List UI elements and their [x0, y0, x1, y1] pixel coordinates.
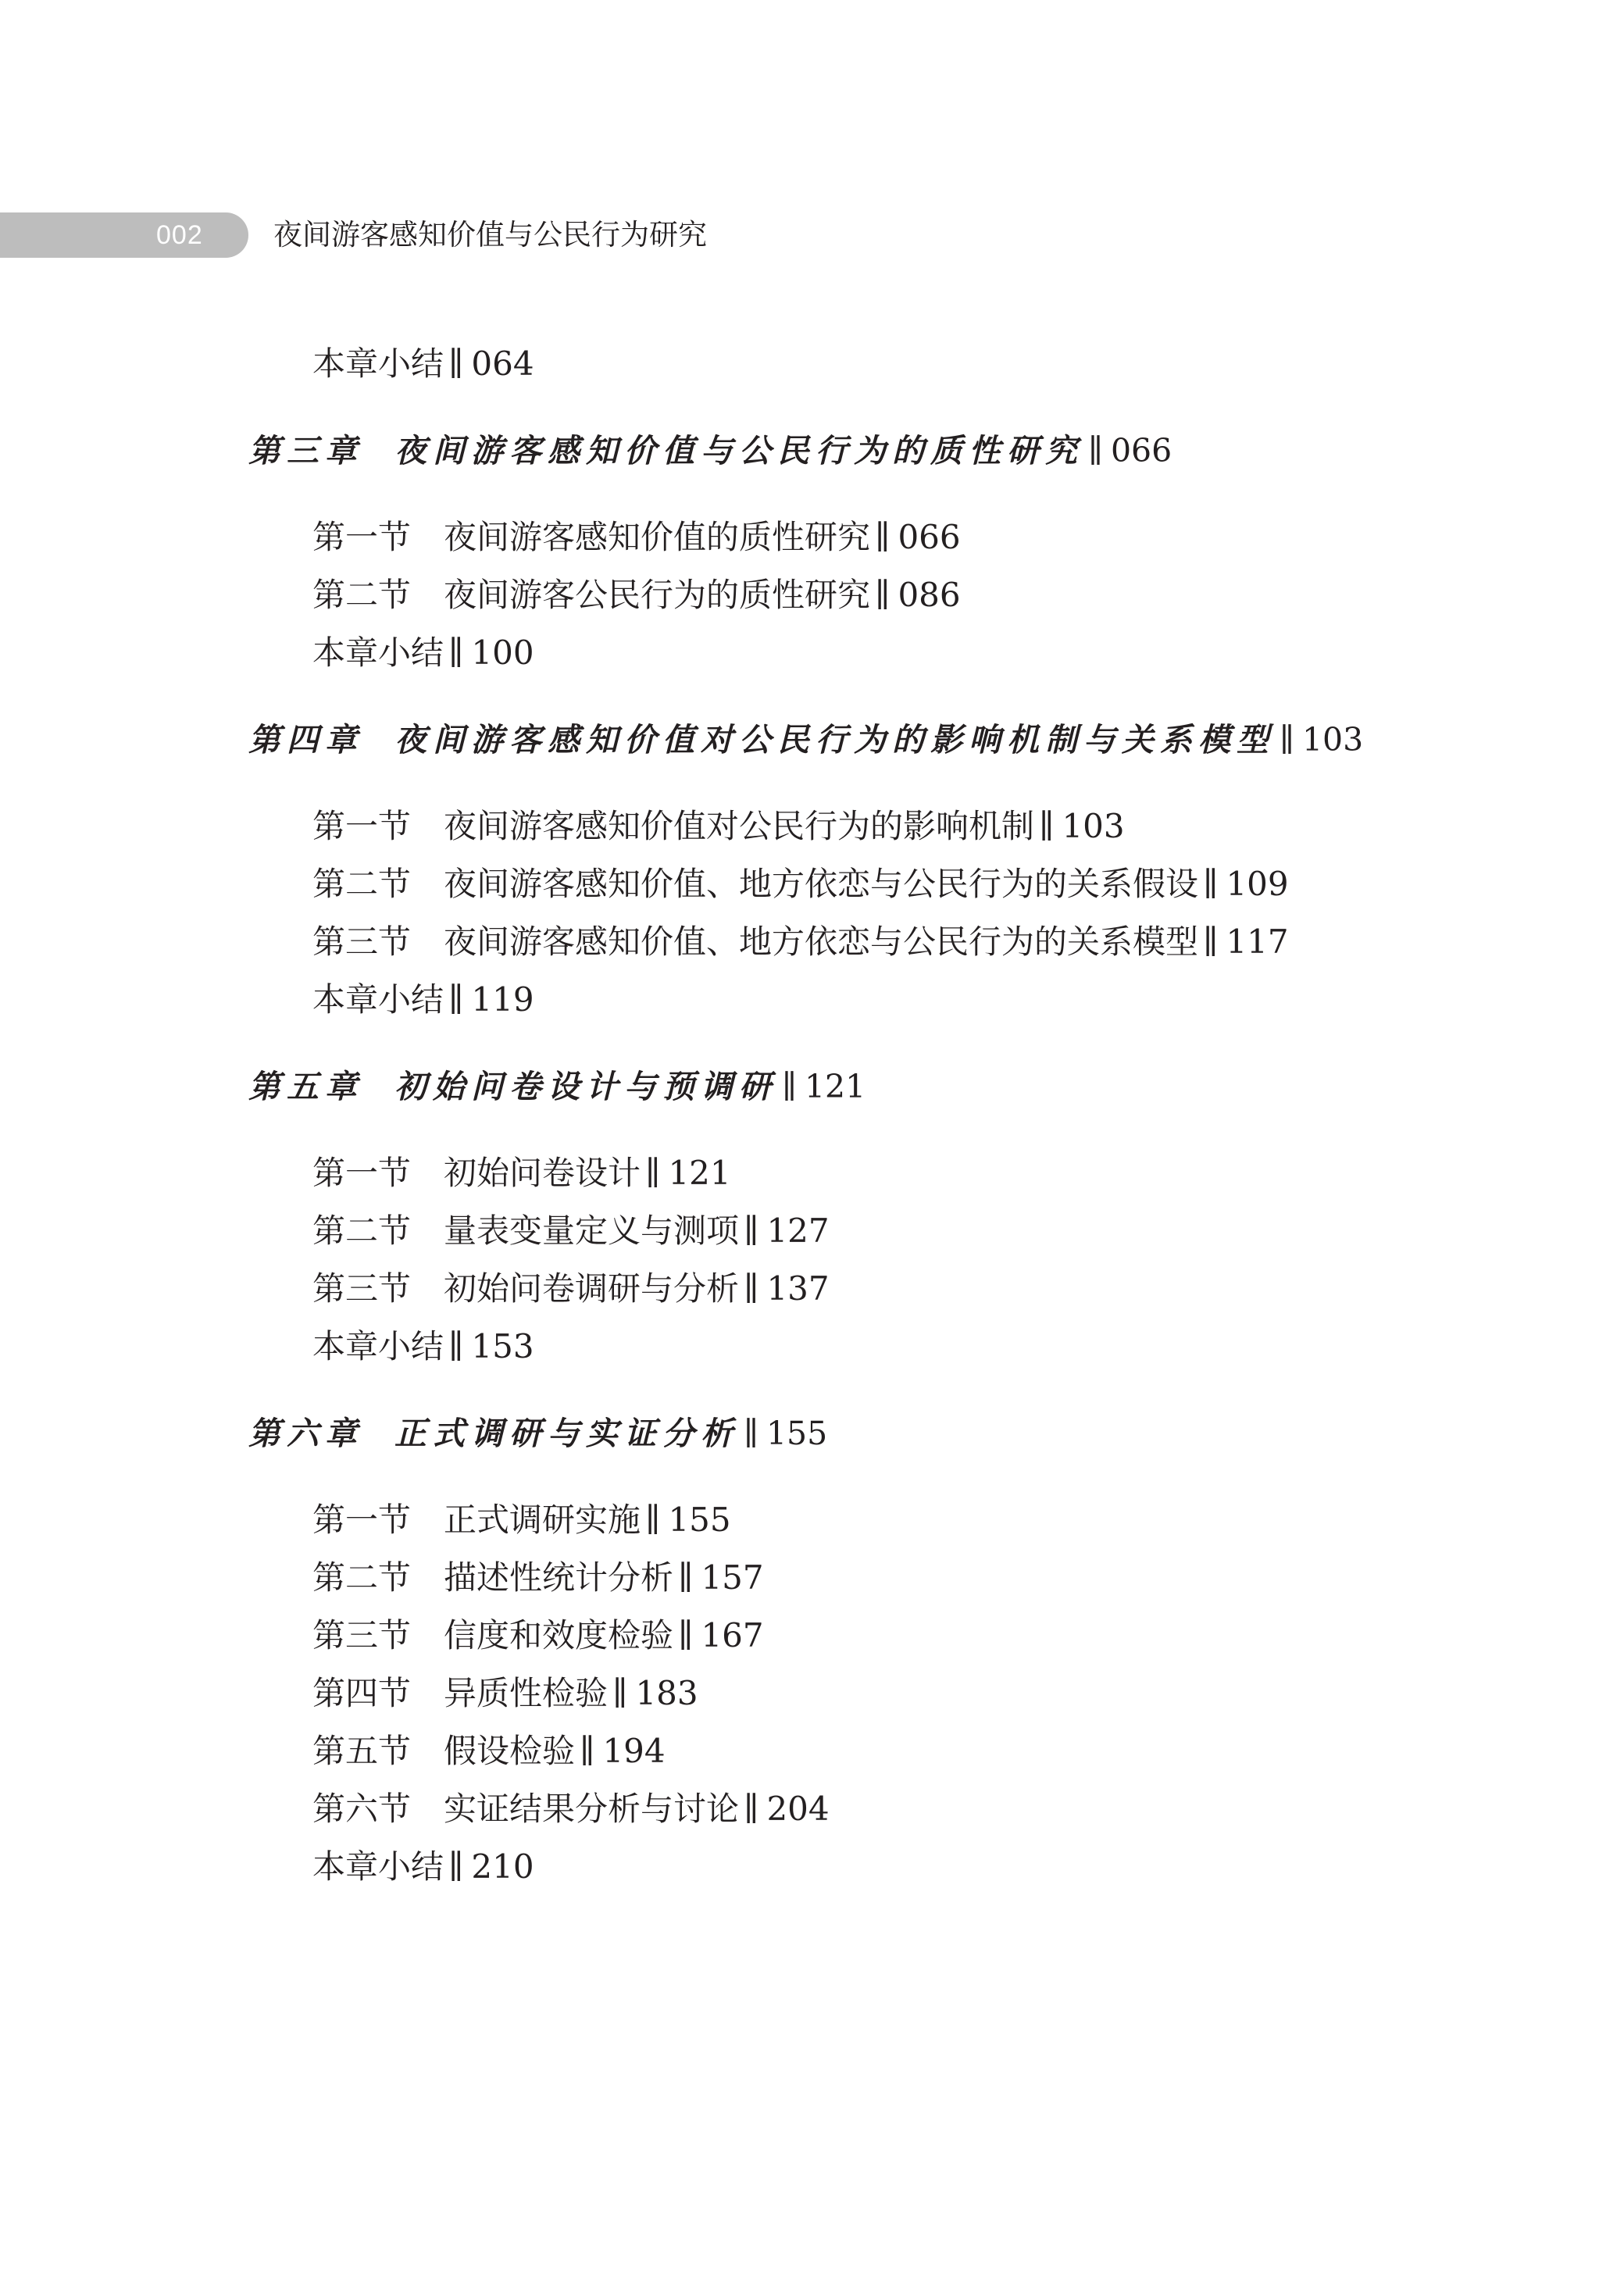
separator: ∥	[1280, 721, 1294, 758]
entry-name: 夜间游客感知价值的质性研究	[444, 518, 871, 556]
entry-page: 155	[766, 1415, 828, 1452]
separator: ∥	[448, 344, 464, 383]
entry-page: 137	[766, 1269, 830, 1308]
toc-section[interactable]	[312, 1728, 666, 1775]
separator: ∥	[448, 634, 464, 672]
entry-name: 初始问卷调研与分析	[444, 1269, 740, 1308]
entry-page: 066	[1110, 432, 1172, 469]
entry-name: 初始问卷设计	[444, 1154, 641, 1192]
entry-name: 本章小结	[312, 1327, 444, 1365]
toc-chapter[interactable]	[248, 427, 1172, 474]
entry-name: 描述性统计分析	[444, 1558, 674, 1597]
toc-summary[interactable]	[312, 341, 534, 387]
entry-name: 夜间游客感知价值、地方依恋与公民行为的关系假设	[444, 865, 1199, 903]
entry-page: 121	[804, 1068, 866, 1105]
section-label: 第五节	[312, 1732, 412, 1770]
toc-section[interactable]	[312, 572, 961, 619]
entry-name: 量表变量定义与测项	[444, 1212, 740, 1250]
toc-section[interactable]	[312, 803, 1125, 850]
section-label: 第二节	[312, 576, 412, 614]
section-label: 第四节	[312, 1674, 412, 1712]
toc-section[interactable]	[312, 1786, 830, 1833]
separator: ∥	[448, 1327, 464, 1365]
entry-name: 夜间游客公民行为的质性研究	[444, 576, 871, 614]
separator: ∥	[612, 1674, 628, 1712]
separator: ∥	[678, 1616, 694, 1654]
section-label: 第一节	[312, 807, 412, 845]
section-label: 第三节	[312, 1269, 412, 1308]
separator: ∥	[744, 1790, 759, 1828]
entry-name: 夜间游客感知价值对公民行为的影响机制	[444, 807, 1035, 845]
page-number: 002	[156, 220, 203, 250]
toc-section[interactable]	[312, 1265, 830, 1312]
entry-name: 本章小结	[312, 1847, 444, 1886]
chapter-label: 第五章	[248, 1068, 363, 1105]
toc-section[interactable]	[312, 1612, 764, 1659]
section-label: 第二节	[312, 1212, 412, 1250]
toc-section[interactable]	[312, 1208, 830, 1255]
toc-section[interactable]	[312, 861, 1289, 908]
chapter-label: 第六章	[248, 1415, 363, 1452]
running-title: 夜间游客感知价值与公民行为研究	[273, 218, 707, 252]
entry-page: 210	[471, 1847, 534, 1886]
section-label: 第一节	[312, 1501, 412, 1539]
entry-page: 100	[471, 634, 534, 672]
toc-summary[interactable]	[312, 1843, 534, 1890]
entry-name: 夜间游客感知价值对公民行为的影响机制与关系模型	[394, 721, 1275, 758]
separator: ∥	[782, 1068, 797, 1105]
entry-name: 初始问卷设计与预调研	[394, 1068, 777, 1105]
section-label: 第六节	[312, 1790, 412, 1828]
separator: ∥	[744, 1415, 758, 1452]
section-label: 第二节	[312, 865, 412, 903]
section-label: 第二节	[312, 1558, 412, 1597]
separator: ∥	[1039, 807, 1055, 845]
entry-page: 119	[471, 980, 534, 1019]
separator: ∥	[744, 1212, 759, 1250]
separator: ∥	[1203, 865, 1219, 903]
separator: ∥	[1088, 432, 1103, 469]
entry-page: 066	[898, 518, 961, 556]
chapter-label: 第四章	[248, 721, 363, 758]
toc-section[interactable]	[312, 1497, 731, 1544]
section-label: 第一节	[312, 1154, 412, 1192]
entry-name: 本章小结	[312, 344, 444, 383]
separator: ∥	[875, 518, 891, 556]
separator: ∥	[1203, 923, 1219, 961]
entry-name: 正式调研与实证分析	[394, 1415, 739, 1452]
entry-page: 109	[1226, 865, 1289, 903]
entry-name: 本章小结	[312, 980, 444, 1019]
section-label: 第三节	[312, 1616, 412, 1654]
toc-summary[interactable]	[312, 1323, 534, 1370]
entry-page: 103	[1301, 721, 1364, 758]
entry-page: 155	[668, 1501, 731, 1539]
section-label: 第一节	[312, 518, 412, 556]
section-label: 第三节	[312, 923, 412, 961]
entry-page: 127	[766, 1212, 830, 1250]
separator: ∥	[645, 1501, 661, 1539]
entry-page: 086	[898, 576, 961, 614]
entry-page: 153	[471, 1327, 534, 1365]
entry-name: 信度和效度检验	[444, 1616, 674, 1654]
entry-page: 103	[1062, 807, 1125, 845]
entry-page: 204	[766, 1790, 830, 1828]
entry-name: 夜间游客感知价值、地方依恋与公民行为的关系模型	[444, 923, 1199, 961]
entry-name: 假设检验	[444, 1732, 576, 1770]
toc-section[interactable]	[312, 919, 1289, 965]
toc-chapter[interactable]	[248, 716, 1363, 763]
toc-section[interactable]	[312, 514, 961, 561]
separator: ∥	[580, 1732, 595, 1770]
separator: ∥	[875, 576, 891, 614]
toc-summary[interactable]	[312, 976, 534, 1023]
separator: ∥	[645, 1154, 661, 1192]
entry-name: 夜间游客感知价值与公民行为的质性研究	[394, 432, 1083, 469]
chapter-label: 第三章	[248, 432, 363, 469]
separator: ∥	[448, 1847, 464, 1886]
entry-page: 167	[701, 1616, 764, 1654]
separator: ∥	[678, 1558, 694, 1597]
separator: ∥	[744, 1269, 759, 1308]
separator: ∥	[448, 980, 464, 1019]
entry-page: 117	[1226, 923, 1289, 961]
entry-name: 实证结果分析与讨论	[444, 1790, 740, 1828]
toc-section[interactable]	[312, 1150, 731, 1197]
toc-section[interactable]	[312, 1670, 698, 1717]
entry-name: 异质性检验	[444, 1674, 609, 1712]
entry-name: 本章小结	[312, 634, 444, 672]
entry-page: 194	[602, 1732, 666, 1770]
entry-page: 064	[471, 344, 534, 383]
entry-page: 183	[635, 1674, 698, 1712]
toc-chapter[interactable]	[248, 1063, 866, 1110]
toc-summary[interactable]	[312, 630, 534, 676]
toc-section[interactable]	[312, 1554, 764, 1601]
entry-page: 121	[668, 1154, 731, 1192]
entry-page: 157	[701, 1558, 764, 1597]
entry-name: 正式调研实施	[444, 1501, 641, 1539]
toc-chapter[interactable]	[248, 1410, 827, 1457]
